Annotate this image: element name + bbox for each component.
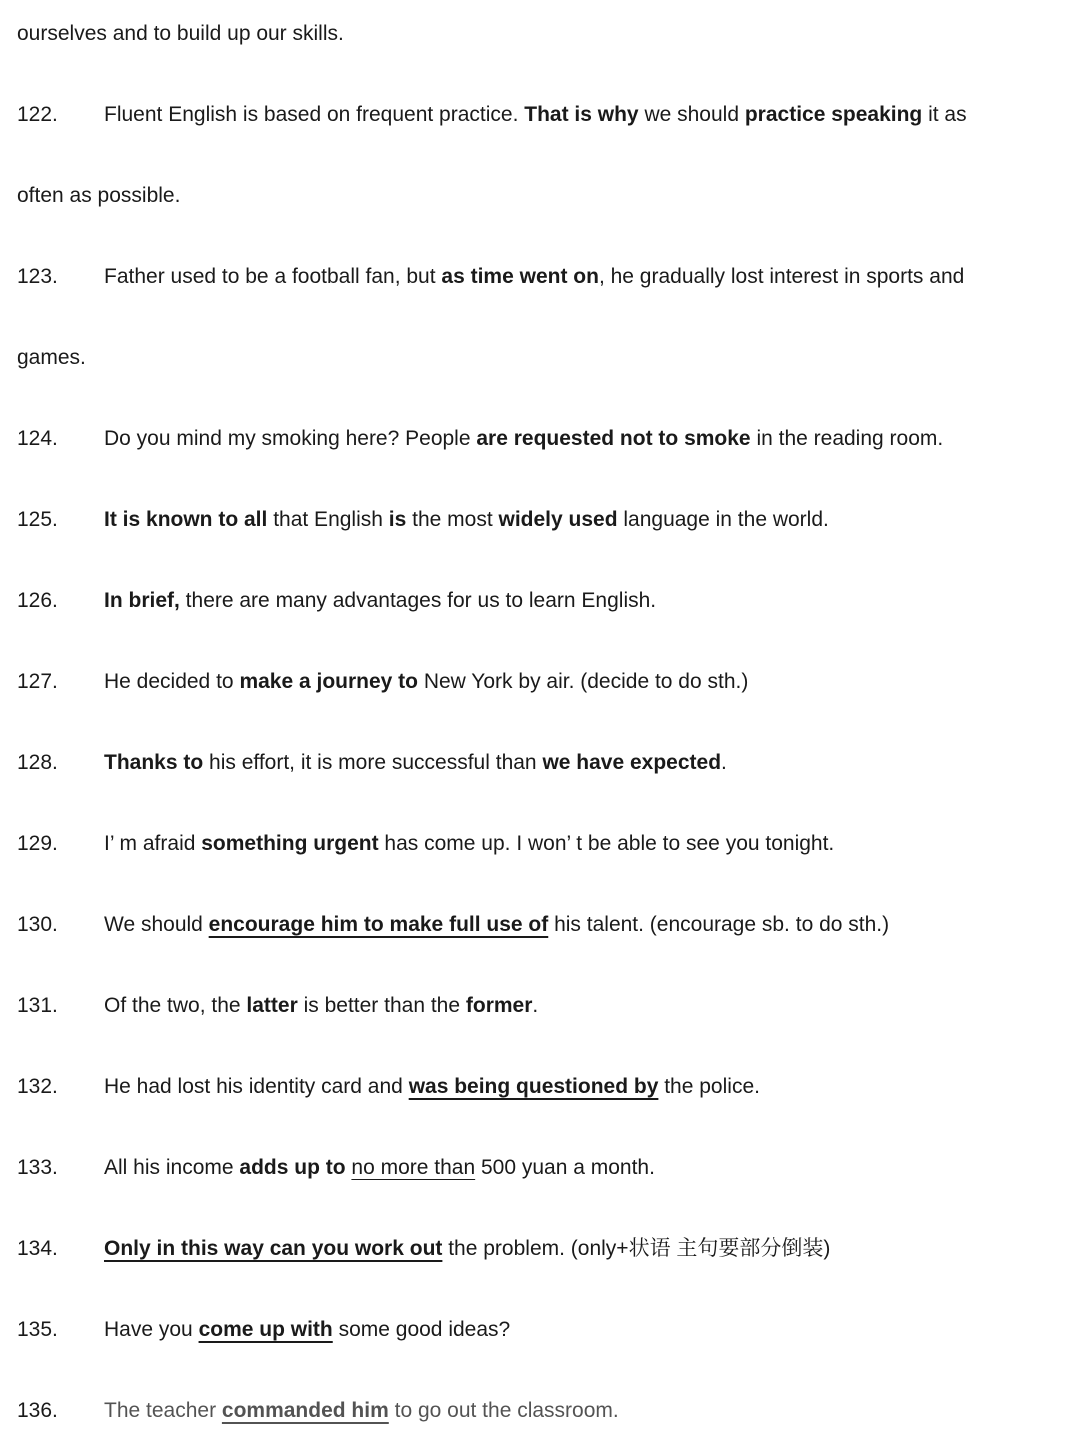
item-number: 124. [17, 427, 58, 450]
key-phrase: something urgent [201, 832, 379, 855]
plain-text: He had lost his identity card and [104, 1075, 409, 1098]
plain-text: Do you mind my smoking here? People [104, 427, 477, 450]
plain-text: Fluent English is based on frequent practice. [104, 103, 525, 126]
plain-text: New York by air. (decide to do sth.) [418, 670, 749, 693]
key-phrase: are requested not to smoke [476, 427, 751, 450]
item-number: 127. [17, 670, 58, 693]
item-number: 130. [17, 913, 58, 936]
key-phrase: latter [246, 994, 298, 1017]
sentence-text [104, 668, 748, 696]
sentence-text [104, 506, 829, 534]
key-phrase: In brief, [104, 589, 180, 612]
key-phrase-underlined: commanded him [221, 1399, 389, 1422]
plain-text: in the reading room. [750, 427, 944, 450]
plain-text: it as [922, 103, 967, 126]
sentence-text [104, 1154, 655, 1182]
plain-text: is better than the [297, 994, 466, 1017]
sentence-text [104, 101, 967, 129]
plain-text: has come up. I won’ t be able to see you tonight. [378, 832, 835, 855]
item-number: 125. [17, 508, 58, 531]
key-phrase: It is known to all [104, 508, 268, 531]
plain-text: to go out the classroom. [388, 1399, 619, 1422]
item-number: 136. [17, 1399, 58, 1422]
plain-text: the problem. (only+状语 主句要部分倒装) [442, 1237, 831, 1260]
plain-text: Have you [104, 1318, 199, 1341]
plain-text: Of the two, the [104, 994, 247, 1017]
plain-text: his effort, it is more successful than [203, 751, 543, 774]
item-number: 135. [17, 1318, 58, 1341]
plain-text: We should [104, 913, 209, 936]
item-number: 128. [17, 751, 58, 774]
item-number: 134. [17, 1237, 58, 1260]
sentence-text [104, 1397, 619, 1425]
plain-text: language in the world. [617, 508, 829, 531]
key-phrase: adds up to [239, 1156, 346, 1179]
key-phrase: is [388, 508, 407, 531]
plain-text: 500 yuan a month. [475, 1156, 655, 1179]
plain-text: there are many advantages for us to learn English. [179, 589, 657, 612]
key-phrase-underlined: come up with [198, 1318, 333, 1341]
key-phrase-underlined: Only in this way can you work out [104, 1237, 443, 1260]
key-phrase: That is why [524, 103, 639, 126]
key-phrase: Thanks to [104, 751, 204, 774]
continuation-line: ourselves and to build up our skills. [17, 22, 344, 45]
key-phrase-underlined: encourage him to make full use of [208, 913, 549, 936]
continuation-line: often as possible. [17, 184, 181, 207]
sentence-text [104, 587, 656, 615]
plain-text: the police. [658, 1075, 760, 1098]
key-phrase: practice speaking [744, 103, 923, 126]
plain-text: that English [267, 508, 389, 531]
plain-text: The teacher [104, 1399, 222, 1422]
plain-text: . [721, 751, 727, 774]
underlined-phrase: no more than [351, 1156, 476, 1179]
plain-text: Father used to be a football fan, but [104, 265, 442, 288]
key-phrase: former [465, 994, 533, 1017]
key-phrase: widely used [498, 508, 618, 531]
sentence-text [104, 263, 964, 291]
sentence-text [104, 992, 538, 1020]
sentence-text [104, 830, 834, 858]
continuation-line: games. [17, 346, 86, 369]
key-phrase: as time went on [441, 265, 599, 288]
item-number: 133. [17, 1156, 58, 1179]
key-phrase: we have expected [542, 751, 722, 774]
plain-text: . [532, 994, 539, 1017]
sentence-text [104, 1073, 760, 1101]
plain-text: we should [638, 103, 745, 126]
item-number: 132. [17, 1075, 58, 1098]
item-number: 123. [17, 265, 58, 288]
sentence-text [104, 911, 889, 939]
key-phrase: make a journey to [239, 670, 418, 693]
item-number: 131. [17, 994, 58, 1017]
plain-text: He decided to [104, 670, 240, 693]
sentence-text [104, 749, 727, 777]
sentence-text [104, 1235, 830, 1263]
plain-text: , he gradually lost interest in sports and [598, 265, 965, 288]
plain-text: the most [406, 508, 499, 531]
item-number: 129. [17, 832, 58, 855]
sentence-text [104, 425, 943, 453]
key-phrase-underlined: was being questioned by [408, 1075, 659, 1098]
plain-text: some good ideas? [332, 1318, 511, 1341]
plain-text: All his income [104, 1156, 240, 1179]
plain-text: I’ m afraid [104, 832, 202, 855]
plain-text: his talent. (encourage sb. to do sth.) [548, 913, 890, 936]
item-number: 126. [17, 589, 58, 612]
item-number: 122. [17, 103, 58, 126]
sentence-text [104, 1316, 510, 1344]
